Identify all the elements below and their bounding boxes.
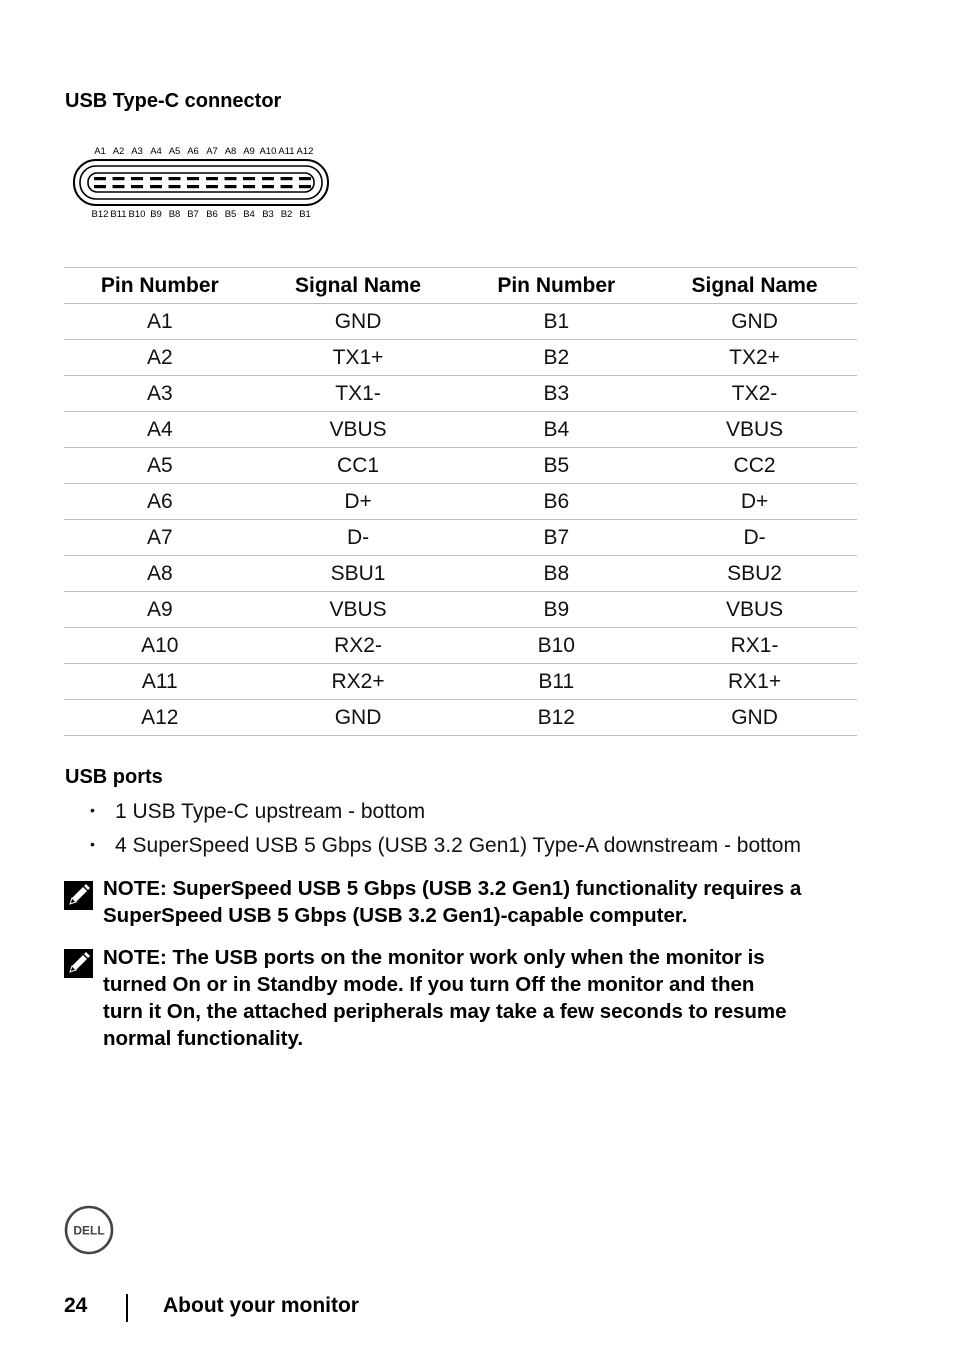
usb-ports-title: USB ports: [65, 766, 163, 788]
pin-contact: [94, 185, 106, 188]
cell-pin-a: A10: [64, 628, 256, 664]
table-row: [64, 628, 857, 664]
bottom-pin-label: B10: [128, 209, 146, 220]
top-pin-label: A9: [243, 146, 255, 157]
pin-contacts: [94, 177, 311, 188]
cell-pin-a: A1: [64, 304, 256, 340]
note-usb-ports-standby: [103, 944, 863, 1052]
list-item: [90, 834, 801, 858]
top-pin-labels: [94, 146, 313, 157]
pin-contact: [187, 177, 199, 180]
cell-signal-b: GND: [652, 304, 857, 340]
cell-pin-b: B9: [460, 592, 652, 628]
note-pencil-icon: [64, 881, 93, 910]
bullet-icon: •: [90, 836, 95, 852]
pin-contact: [150, 185, 162, 188]
cell-signal-b: TX2+: [652, 340, 857, 376]
cell-pin-b: B11: [460, 664, 652, 700]
cell-signal-a: D-: [256, 520, 461, 556]
cell-signal-a: SBU1: [256, 556, 461, 592]
cell-signal-a: TX1+: [256, 340, 461, 376]
pin-contact: [281, 177, 293, 180]
pin-contact: [150, 177, 162, 180]
bottom-pin-label: B2: [280, 209, 293, 220]
cell-pin-a: A6: [64, 484, 256, 520]
pin-contact: [206, 177, 218, 180]
logo-text: DELL: [73, 1223, 105, 1238]
usb-type-c-connector-diagram: [72, 144, 332, 222]
cell-signal-a: GND: [256, 304, 461, 340]
bottom-pin-label: B1: [299, 209, 311, 220]
pin-contact: [113, 177, 125, 180]
page-number: 24: [64, 1294, 88, 1317]
header-pin-number-b: Pin Number: [460, 268, 652, 304]
note-line: turned On or in Standby mode. If you turn Off the monitor and then: [103, 973, 755, 996]
cell-pin-b: B5: [460, 448, 652, 484]
cell-signal-a: VBUS: [256, 412, 461, 448]
cell-signal-a: VBUS: [256, 592, 461, 628]
table-row: [64, 520, 857, 556]
pin-contact: [262, 177, 274, 180]
top-pin-label: A12: [296, 146, 314, 157]
pin-assignment-table: [64, 267, 857, 736]
table-row: [64, 484, 857, 520]
pin-contact: [187, 185, 199, 188]
cell-pin-b: B12: [460, 700, 652, 736]
bottom-pin-label: B3: [262, 209, 274, 220]
cell-signal-a: CC1: [256, 448, 461, 484]
pin-contact: [225, 185, 237, 188]
pin-contact: [225, 177, 237, 180]
pin-contact: [169, 177, 181, 180]
pin-contact: [206, 185, 218, 188]
bottom-pin-label: B7: [187, 209, 199, 220]
pin-contact: [131, 185, 143, 188]
section-title: USB Type-C connector: [65, 90, 282, 112]
footer-section-title: About your monitor: [163, 1294, 359, 1317]
cell-pin-a: A4: [64, 412, 256, 448]
top-pin-label: A10: [259, 146, 277, 157]
cell-pin-b: B10: [460, 628, 652, 664]
cell-signal-a: TX1-: [256, 376, 461, 412]
list-item-text: 4 SuperSpeed USB 5 Gbps (USB 3.2 Gen1) Type-A downstream - bottom: [115, 834, 801, 857]
cell-signal-a: RX2-: [256, 628, 461, 664]
dell-logo-icon: [64, 1205, 114, 1255]
cell-signal-b: D-: [652, 520, 857, 556]
top-pin-label: A7: [206, 146, 218, 157]
cell-signal-a: GND: [256, 700, 461, 736]
cell-pin-a: A5: [64, 448, 256, 484]
note-line: NOTE: The USB ports on the monitor work only when the monitor is: [103, 946, 765, 969]
cell-pin-a: A11: [64, 664, 256, 700]
header-signal-name-b: Signal Name: [652, 268, 857, 304]
note-line: NOTE: SuperSpeed USB 5 Gbps (USB 3.2 Gen1) functionality requires a: [103, 877, 802, 900]
cell-signal-b: D+: [652, 484, 857, 520]
note-pencil-icon: [64, 949, 93, 978]
bottom-pin-label: B5: [224, 209, 237, 220]
cell-signal-b: VBUS: [652, 412, 857, 448]
cell-signal-b: SBU2: [652, 556, 857, 592]
table-row: [64, 376, 857, 412]
cell-pin-b: B3: [460, 376, 652, 412]
bottom-pin-labels: [92, 209, 311, 220]
note-usb-superspeed: [103, 875, 863, 929]
pin-contact: [299, 177, 311, 180]
cell-signal-b: GND: [652, 700, 857, 736]
bottom-pin-label: B12: [91, 209, 109, 220]
pin-contact: [299, 185, 311, 188]
header-pin-number-a: Pin Number: [64, 268, 256, 304]
bullet-icon: •: [90, 802, 95, 818]
pin-contact: [281, 185, 293, 188]
cell-signal-b: RX1+: [652, 664, 857, 700]
pin-contact: [169, 185, 181, 188]
pin-contact: [113, 185, 125, 188]
top-pin-label: A11: [278, 146, 295, 157]
cell-pin-b: B1: [460, 304, 652, 340]
cell-pin-b: B7: [460, 520, 652, 556]
cell-signal-b: CC2: [652, 448, 857, 484]
table-row: [64, 664, 857, 700]
table-row: [64, 592, 857, 628]
note-line: normal functionality.: [103, 1027, 304, 1050]
cell-signal-b: TX2-: [652, 376, 857, 412]
bottom-pin-label: B4: [243, 209, 255, 220]
note-line: SuperSpeed USB 5 Gbps (USB 3.2 Gen1)-capable computer.: [103, 904, 688, 927]
cell-pin-b: B4: [460, 412, 652, 448]
table-row: [64, 304, 857, 340]
cell-signal-a: D+: [256, 484, 461, 520]
table-header-row: [64, 268, 857, 304]
note-line: turn it On, the attached peripherals may take a few seconds to resume: [103, 1000, 787, 1023]
pin-contact: [243, 177, 255, 180]
bottom-pin-label: B6: [206, 209, 218, 220]
top-pin-label: A3: [131, 146, 143, 157]
cell-pin-a: A3: [64, 376, 256, 412]
top-pin-label: A1: [94, 146, 106, 157]
cell-pin-a: A7: [64, 520, 256, 556]
table-row: [64, 556, 857, 592]
footer-divider: [126, 1294, 128, 1322]
cell-pin-a: A12: [64, 700, 256, 736]
list-item: [90, 800, 425, 824]
pin-contact: [131, 177, 143, 180]
top-pin-label: A4: [150, 146, 162, 157]
cell-signal-b: VBUS: [652, 592, 857, 628]
top-pin-label: A5: [168, 146, 181, 157]
bottom-pin-label: B11: [110, 209, 127, 220]
bottom-pin-label: B8: [168, 209, 181, 220]
cell-pin-b: B8: [460, 556, 652, 592]
cell-pin-a: A8: [64, 556, 256, 592]
cell-pin-a: A2: [64, 340, 256, 376]
top-pin-label: A6: [187, 146, 199, 157]
cell-pin-b: B2: [460, 340, 652, 376]
cell-pin-a: A9: [64, 592, 256, 628]
header-signal-name-a: Signal Name: [256, 268, 461, 304]
pin-contact: [262, 185, 274, 188]
cell-signal-b: RX1-: [652, 628, 857, 664]
table-row: [64, 448, 857, 484]
top-pin-label: A8: [224, 146, 237, 157]
cell-signal-a: RX2+: [256, 664, 461, 700]
table-row: [64, 340, 857, 376]
cell-pin-b: B6: [460, 484, 652, 520]
pin-contact: [243, 185, 255, 188]
bottom-pin-label: B9: [150, 209, 162, 220]
list-item-text: 1 USB Type-C upstream - bottom: [115, 800, 426, 823]
table-row: [64, 412, 857, 448]
pin-contact: [94, 177, 106, 180]
top-pin-label: A2: [112, 146, 125, 157]
table-row: [64, 700, 857, 736]
